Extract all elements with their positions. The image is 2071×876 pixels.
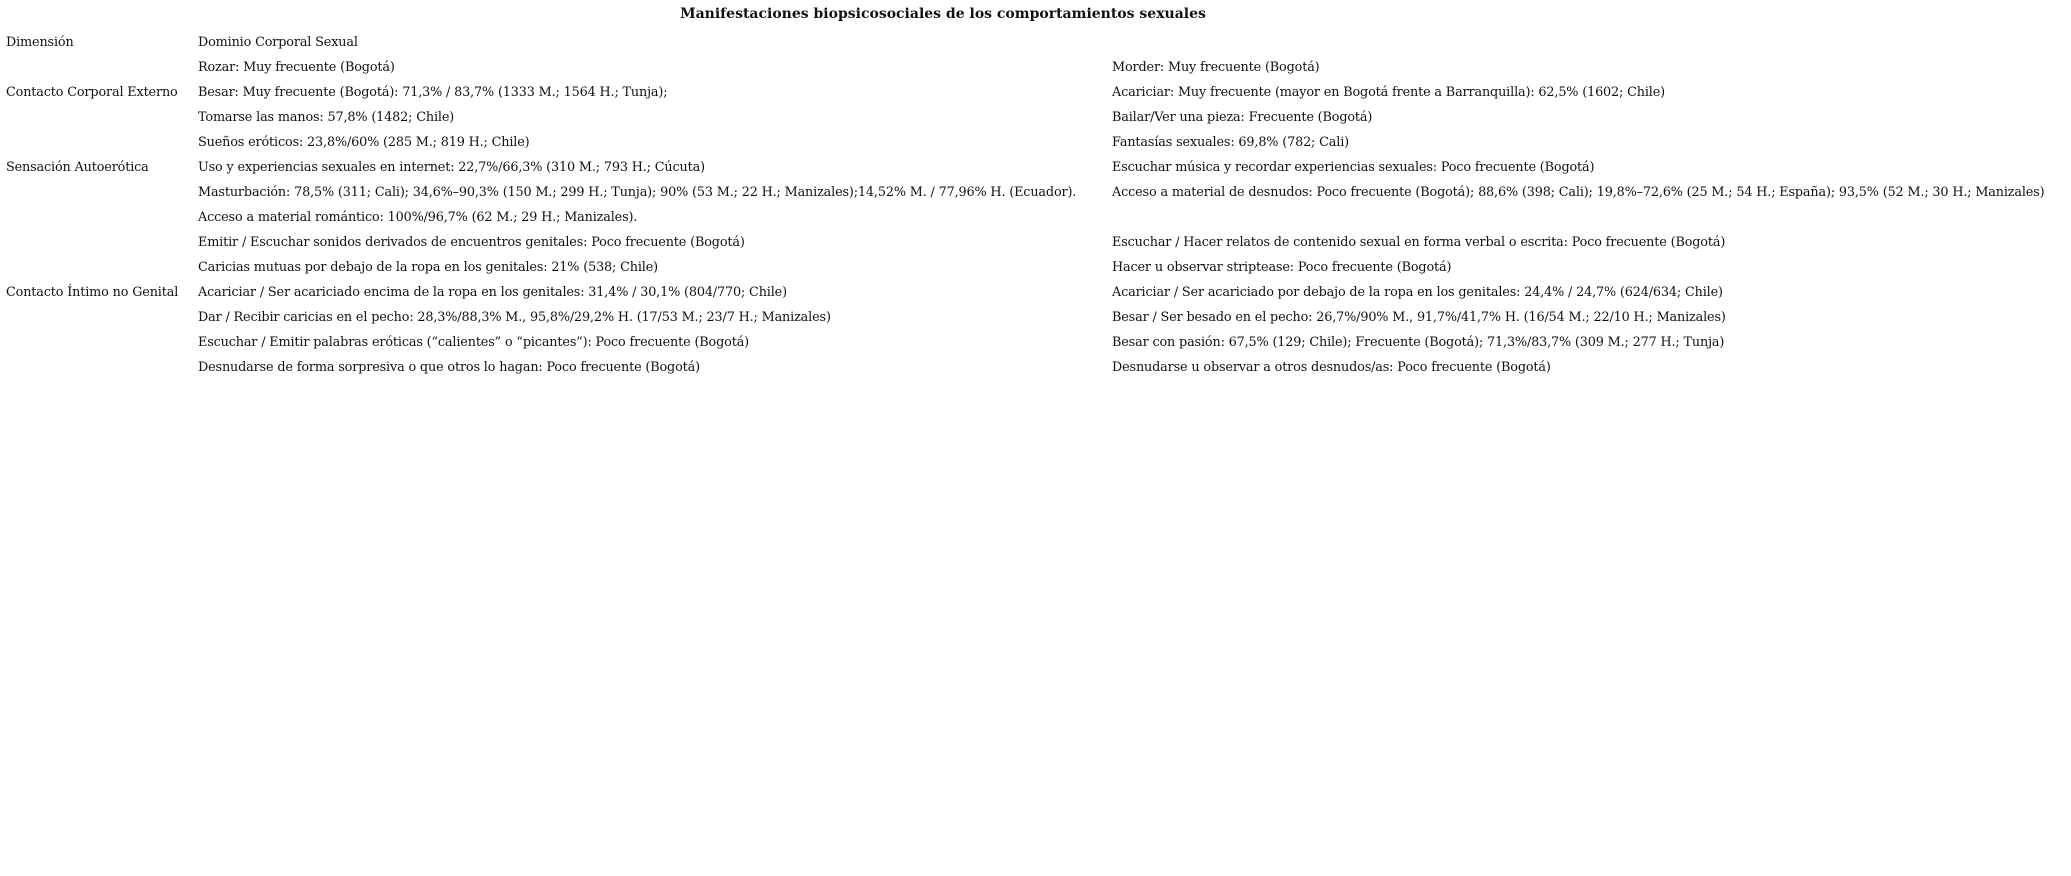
- table-cell: Rozar: Muy frecuente (Bogotá): [198, 60, 395, 75]
- table-row: [4, 280, 2047, 305]
- table-cell: Dar / Recibir caricias en el pecho: 28,3%/88,3% M., 95,8%/29,2% H. (17/53 M.; 23/7 H.; Manizales): [198, 310, 831, 325]
- table-cell: Besar / Ser besado en el pecho: 26,7%/90% M., 91,7%/41,7% H. (16/54 M.; 22/10 H.; Manizales): [1112, 310, 1726, 325]
- table-cell: Desnudarse de forma sorpresiva o que otros lo hagan: Poco frecuente (Bogotá): [198, 360, 700, 375]
- table-cell: Bailar/Ver una pieza: Frecuente (Bogotá): [1112, 110, 1373, 125]
- table-cell: Acariciar / Ser acariciado encima de la ropa en los genitales: 31,4% / 30,1% (804/770; Chile): [198, 285, 787, 300]
- table-header-row: [4, 30, 2047, 55]
- table-row: [4, 255, 2047, 280]
- dimension-cell: Contacto Corporal Externo: [6, 85, 178, 100]
- dimension-cell: [4, 355, 196, 380]
- dimension-cell: [4, 230, 196, 255]
- table-cell: Besar: Muy frecuente (Bogotá): 71,3% / 83,7% (1333 M.; 1564 H.; Tunja);: [198, 85, 668, 100]
- table-cell: Besar con pasión: 67,5% (129; Chile); Frecuente (Bogotá); 71,3%/83,7% (309 M.; 277 H.; Tunja): [1112, 335, 1725, 350]
- table-cell: [1110, 205, 2047, 230]
- dimension-cell: Contacto Íntimo no Genital: [6, 285, 179, 300]
- table-cell: Acariciar: Muy frecuente (mayor en Bogotá frente a Barranquilla): 62,5% (1602; Chile): [1112, 85, 1666, 100]
- dimension-cell: [4, 305, 196, 330]
- table-row: [4, 105, 2047, 130]
- table-row: [4, 155, 2047, 180]
- dimension-cell: [4, 105, 196, 130]
- domain-header: Dominio Corporal Sexual: [198, 35, 358, 50]
- table-cell: Acceso a material de desnudos: Poco frecuente (Bogotá); 88,6% (398; Cali); 19,8%–72,6% (25 M.; 54 H.; España); 93,5% (52 M.; 30 H.; Manizales): [1112, 185, 2045, 200]
- table-row: [4, 205, 2047, 230]
- table-row: [4, 230, 2047, 255]
- dimension-header: Dimensión: [6, 35, 74, 50]
- table-row: [4, 305, 2047, 330]
- table-row: [4, 355, 2047, 380]
- dimension-cell: [4, 55, 196, 80]
- table-cell: Hacer u observar striptease: Poco frecuente (Bogotá): [1112, 260, 1452, 275]
- dimension-cell: Sensación Autoerótica: [6, 160, 149, 175]
- table-row: [4, 80, 2047, 105]
- table-cell: Emitir / Escuchar sonidos derivados de encuentros genitales: Poco frecuente (Bogotá): [198, 235, 745, 250]
- table-row: [4, 180, 2047, 205]
- table-cell: Desnudarse u observar a otros desnudos/as: Poco frecuente (Bogotá): [1112, 360, 1551, 375]
- table-cell: Escuchar música y recordar experiencias sexuales: Poco frecuente (Bogotá): [1112, 160, 1595, 175]
- dimension-cell: [4, 180, 196, 205]
- table-cell: Masturbación: 78,5% (311; Cali); 34,6%–90,3% (150 M.; 299 H.; Tunja); 90% (53 M.; 22 H.; Manizales);14,52% M. / 77,96% H. (Ecuador).: [198, 185, 1077, 200]
- table-cell: Acariciar / Ser acariciado por debajo de la ropa en los genitales: 24,4% / 24,7% (624/634; Chile): [1112, 285, 1723, 300]
- table-row: [4, 55, 2047, 80]
- table-cell: Acceso a material romántico: 100%/96,7% (62 M.; 29 H.; Manizales).: [198, 210, 638, 225]
- table-cell: Sueños eróticos: 23,8%/60% (285 M.; 819 H.; Chile): [198, 135, 530, 150]
- table-row: [4, 130, 2047, 155]
- dimension-cell: [4, 130, 196, 155]
- table-cell: Uso y experiencias sexuales en internet: 22,7%/66,3% (310 M.; 793 H.; Cúcuta): [198, 160, 705, 175]
- table-cell: Escuchar / Hacer relatos de contenido sexual en forma verbal o escrita: Poco frecuente (Bogotá): [1112, 235, 1726, 250]
- dimension-cell: [4, 330, 196, 355]
- dimension-cell: [4, 205, 196, 230]
- table-cell: Fantasías sexuales: 69,8% (782; Cali): [1112, 135, 1349, 150]
- table-row: [4, 330, 2047, 355]
- dimension-cell: [4, 255, 196, 280]
- table-cell: Tomarse las manos: 57,8% (1482; Chile): [198, 110, 455, 125]
- table-cell: Caricias mutuas por debajo de la ropa en los genitales: 21% (538; Chile): [198, 260, 659, 275]
- page-title: Manifestaciones biopsicosociales de los comportamientos sexuales: [680, 6, 1206, 22]
- behaviors-table: [4, 30, 2047, 380]
- table-cell: Morder: Muy frecuente (Bogotá): [1112, 60, 1320, 75]
- table-cell: Escuchar / Emitir palabras eróticas (“calientes” o “picantes”): Poco frecuente (Bogotá): [198, 335, 750, 350]
